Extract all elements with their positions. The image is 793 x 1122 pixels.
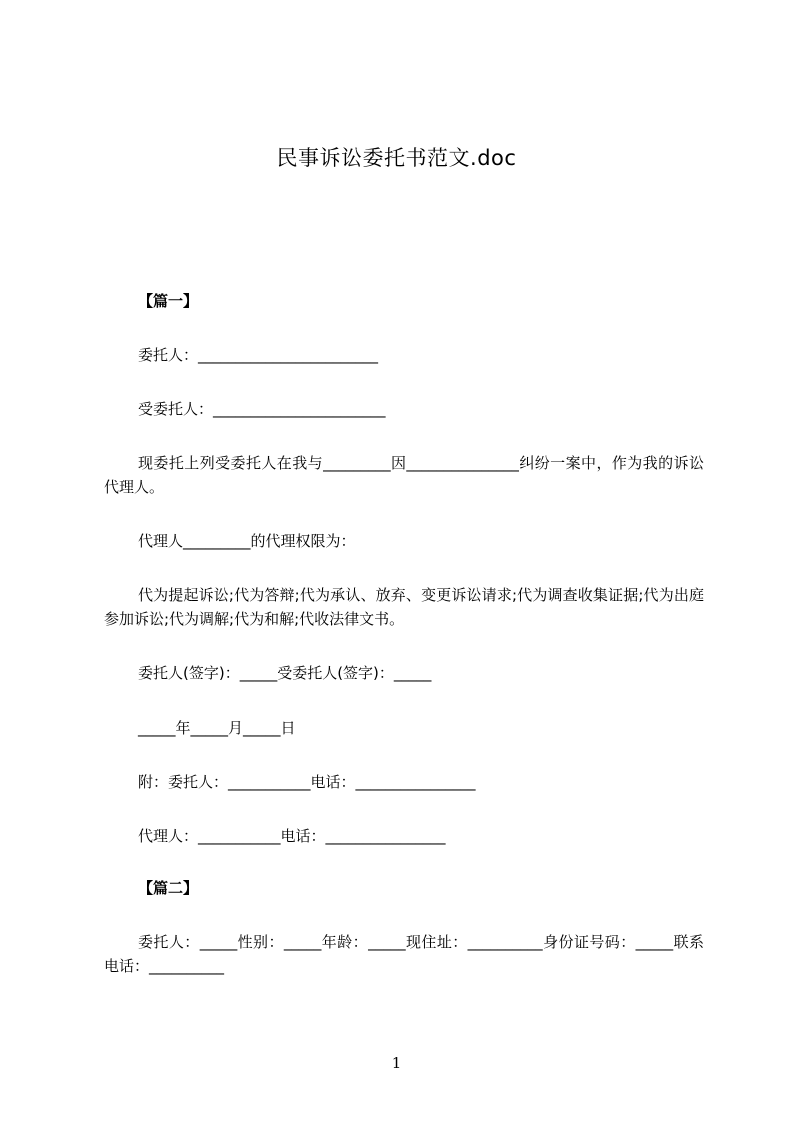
date-line: _____年_____月_____日 [138,719,296,737]
page-number: 1 [391,1054,402,1072]
document-title: 民事诉讼委托书范文.doc [276,146,517,170]
authority-list-paragraph: 代为提起诉讼;代为答辩;代为承认、放弃、变更诉讼请求;代为调查收集证据;代为出庭参加诉讼;代为调解;代为和解;代收法律文书。 [104,586,704,628]
attachment-agent-line: 代理人：___________电话：________________ [138,827,446,845]
attachment-principal-line: 附：委托人：___________电话：________________ [138,773,476,791]
entrust-statement-paragraph: 现委托上列受委托人在我与_________因_______________纠纷一案中，作为我的诉讼代理人。 [104,454,704,496]
principal-line: 委托人：________________________ [138,346,379,364]
section-heading-1: 【篇一】 [138,292,199,310]
signature-line: 委托人(签字)：_____受委托人(签字)：_____ [138,664,432,682]
section-heading-2: 【篇二】 [138,879,199,897]
section2-principal-info-paragraph: 委托人：_____性别：_____年龄：_____现住址：__________身份证号码：_____联系电话：__________ [104,933,704,975]
authority-intro-line: 代理人_________的代理权限为： [138,532,356,550]
agent-line: 受委托人：_______________________ [138,400,386,418]
